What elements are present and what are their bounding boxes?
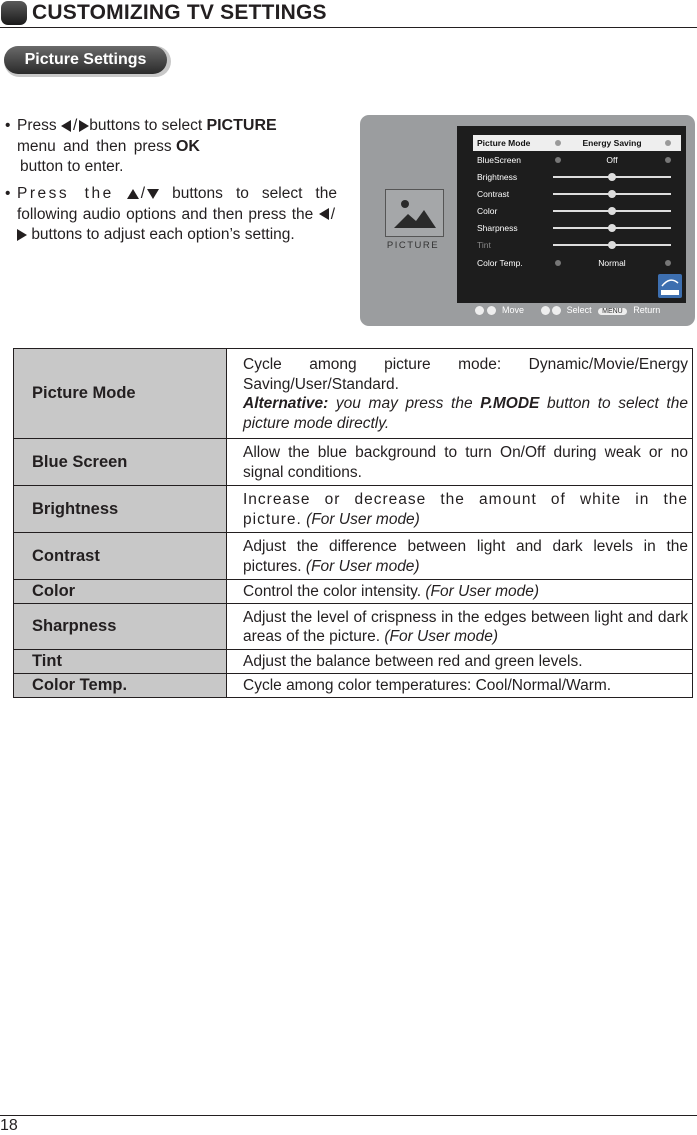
right-arrow-icon [665, 157, 671, 163]
menu-row-picture-mode [473, 135, 681, 151]
desc-note: (For User mode) [425, 583, 540, 601]
left-arrow-icon [319, 208, 329, 220]
down-arrow-icon [147, 189, 159, 199]
header-icon [1, 1, 27, 25]
setting-name: Contrast [14, 533, 227, 580]
down-button-icon [487, 306, 496, 315]
right-button-icon [552, 306, 561, 315]
section-badge: Picture Settings [4, 46, 167, 74]
setting-desc [227, 486, 693, 533]
menu-row-color-temp [457, 255, 686, 271]
instruction-text: buttons to adjust each option’s setting. [31, 226, 295, 243]
table-row-brightness [14, 486, 693, 533]
menu-label: BlueScreen [477, 155, 521, 165]
slider-knob [608, 173, 616, 181]
picture-icon [385, 189, 444, 237]
instruction-text: buttons to select [89, 117, 203, 134]
menu-row-contrast [457, 186, 686, 202]
bullet: • [5, 117, 11, 134]
instruction-2 [5, 184, 337, 246]
slider-knob [608, 190, 616, 198]
setting-name: Color Temp. [14, 674, 227, 698]
instruction-1 [5, 116, 345, 178]
desc-text: Adjust the difference between light and dark levels in the pictures. [243, 538, 688, 575]
key-picture: PICTURE [206, 117, 277, 134]
up-button-icon [475, 306, 484, 315]
desc-text: Allow the blue background to turn On/Off during weak or no signal conditions. [243, 444, 688, 481]
setting-name: Color [14, 580, 227, 604]
right-arrow-icon [665, 140, 671, 146]
table-row-contrast [14, 533, 693, 580]
menu-row-bluescreen [457, 152, 686, 168]
desc-text: Adjust the level of crispness in the edges between light and dark areas of the picture. [243, 608, 688, 645]
settings-table [13, 348, 693, 698]
desc-text: Cycle among picture mode: Dynamic/Movie/Energy Saving/User/Standard. [243, 356, 688, 393]
menu-label: Color [477, 206, 498, 216]
menu-button-icon: MENU [598, 308, 627, 315]
alt-text: you may press the [335, 395, 473, 412]
sharpness-slider [553, 227, 671, 229]
setting-desc [227, 349, 693, 439]
setting-desc [227, 650, 693, 674]
setting-name: Blue Screen [14, 439, 227, 486]
right-arrow-icon [17, 229, 27, 241]
tv-menu-footer [475, 305, 660, 315]
menu-value: Off [606, 155, 618, 165]
desc-note: (For User mode) [384, 628, 498, 645]
setting-name: Tint [14, 650, 227, 674]
contrast-slider [553, 193, 671, 195]
slash: / [140, 185, 146, 202]
page-number: 18 [0, 1117, 18, 1134]
slash: / [72, 117, 78, 134]
desc-text: Adjust the balance between red and green levels. [243, 653, 583, 671]
brightness-slider [553, 176, 671, 178]
instruction-text: menu and then press [17, 137, 172, 155]
left-arrow-icon [61, 120, 71, 132]
table-row-picture-mode [14, 349, 693, 439]
desc-text: Cycle among color temperatures: Cool/Normal/Warm. [243, 677, 612, 695]
slash: / [330, 205, 335, 223]
desc-text: Control the color intensity. [243, 583, 422, 601]
menu-row-brightness [457, 169, 686, 185]
left-arrow-icon [555, 260, 561, 266]
instruction-text: Press the [17, 185, 114, 202]
up-arrow-icon [127, 189, 139, 199]
footer-select: Select [566, 305, 592, 315]
setting-name: Sharpness [14, 604, 227, 650]
menu-label: Tint [477, 240, 491, 250]
table-row-color-temp [14, 674, 693, 698]
key-ok: OK [175, 137, 200, 155]
table-row-blue-screen [14, 439, 693, 486]
instruction-text: buttons to select the following audio options and then press the [17, 185, 337, 223]
slider-knob [608, 241, 616, 249]
tv-menu [457, 126, 686, 303]
energy-star-icon [658, 274, 682, 298]
menu-row-tint [457, 237, 686, 253]
slider-knob [608, 207, 616, 215]
menu-value: Normal [598, 258, 626, 268]
footer-rule [0, 1115, 697, 1116]
menu-row-sharpness [457, 220, 686, 236]
desc-note: (For User mode) [306, 510, 420, 528]
setting-desc [227, 533, 693, 580]
bullet: • [5, 185, 11, 202]
table-row-tint [14, 650, 693, 674]
right-arrow-icon [79, 120, 89, 132]
alt-key: P.MODE [480, 395, 540, 412]
menu-label: Sharpness [477, 223, 518, 233]
menu-label: Color Temp. [477, 258, 523, 268]
setting-desc [227, 439, 693, 486]
left-button-icon [541, 306, 550, 315]
footer-return: Return [633, 305, 661, 315]
instruction-text: Press [17, 117, 57, 134]
desc-text: Increase or decrease the amount of white in the picture. [243, 491, 688, 528]
header-rule [0, 27, 697, 28]
setting-desc [227, 604, 693, 650]
desc-note: (For User mode) [305, 557, 420, 575]
setting-name: Picture Mode [14, 349, 227, 439]
menu-label: Contrast [477, 189, 510, 199]
page-title: CUSTOMIZING TV SETTINGS [32, 1, 327, 24]
slider-knob [608, 224, 616, 232]
left-arrow-icon [555, 157, 561, 163]
menu-label: Picture Mode [477, 138, 531, 148]
footer-move: Move [502, 305, 525, 315]
table-row-color [14, 580, 693, 604]
alt-label: Alternative: [243, 395, 329, 412]
menu-row-color [457, 203, 686, 219]
menu-value: Energy Saving [582, 138, 642, 148]
color-slider [553, 210, 671, 212]
picture-icon-label: PICTURE [386, 240, 440, 251]
right-arrow-icon [665, 260, 671, 266]
setting-desc [227, 674, 693, 698]
table-row-sharpness [14, 604, 693, 650]
alt-text: button to select the picture mode directly. [243, 395, 688, 432]
tint-slider [553, 244, 671, 246]
instruction-text: button to enter. [20, 158, 124, 175]
setting-name: Brightness [14, 486, 227, 533]
setting-desc [227, 580, 693, 604]
left-arrow-icon [555, 140, 561, 146]
menu-label: Brightness [477, 172, 518, 182]
